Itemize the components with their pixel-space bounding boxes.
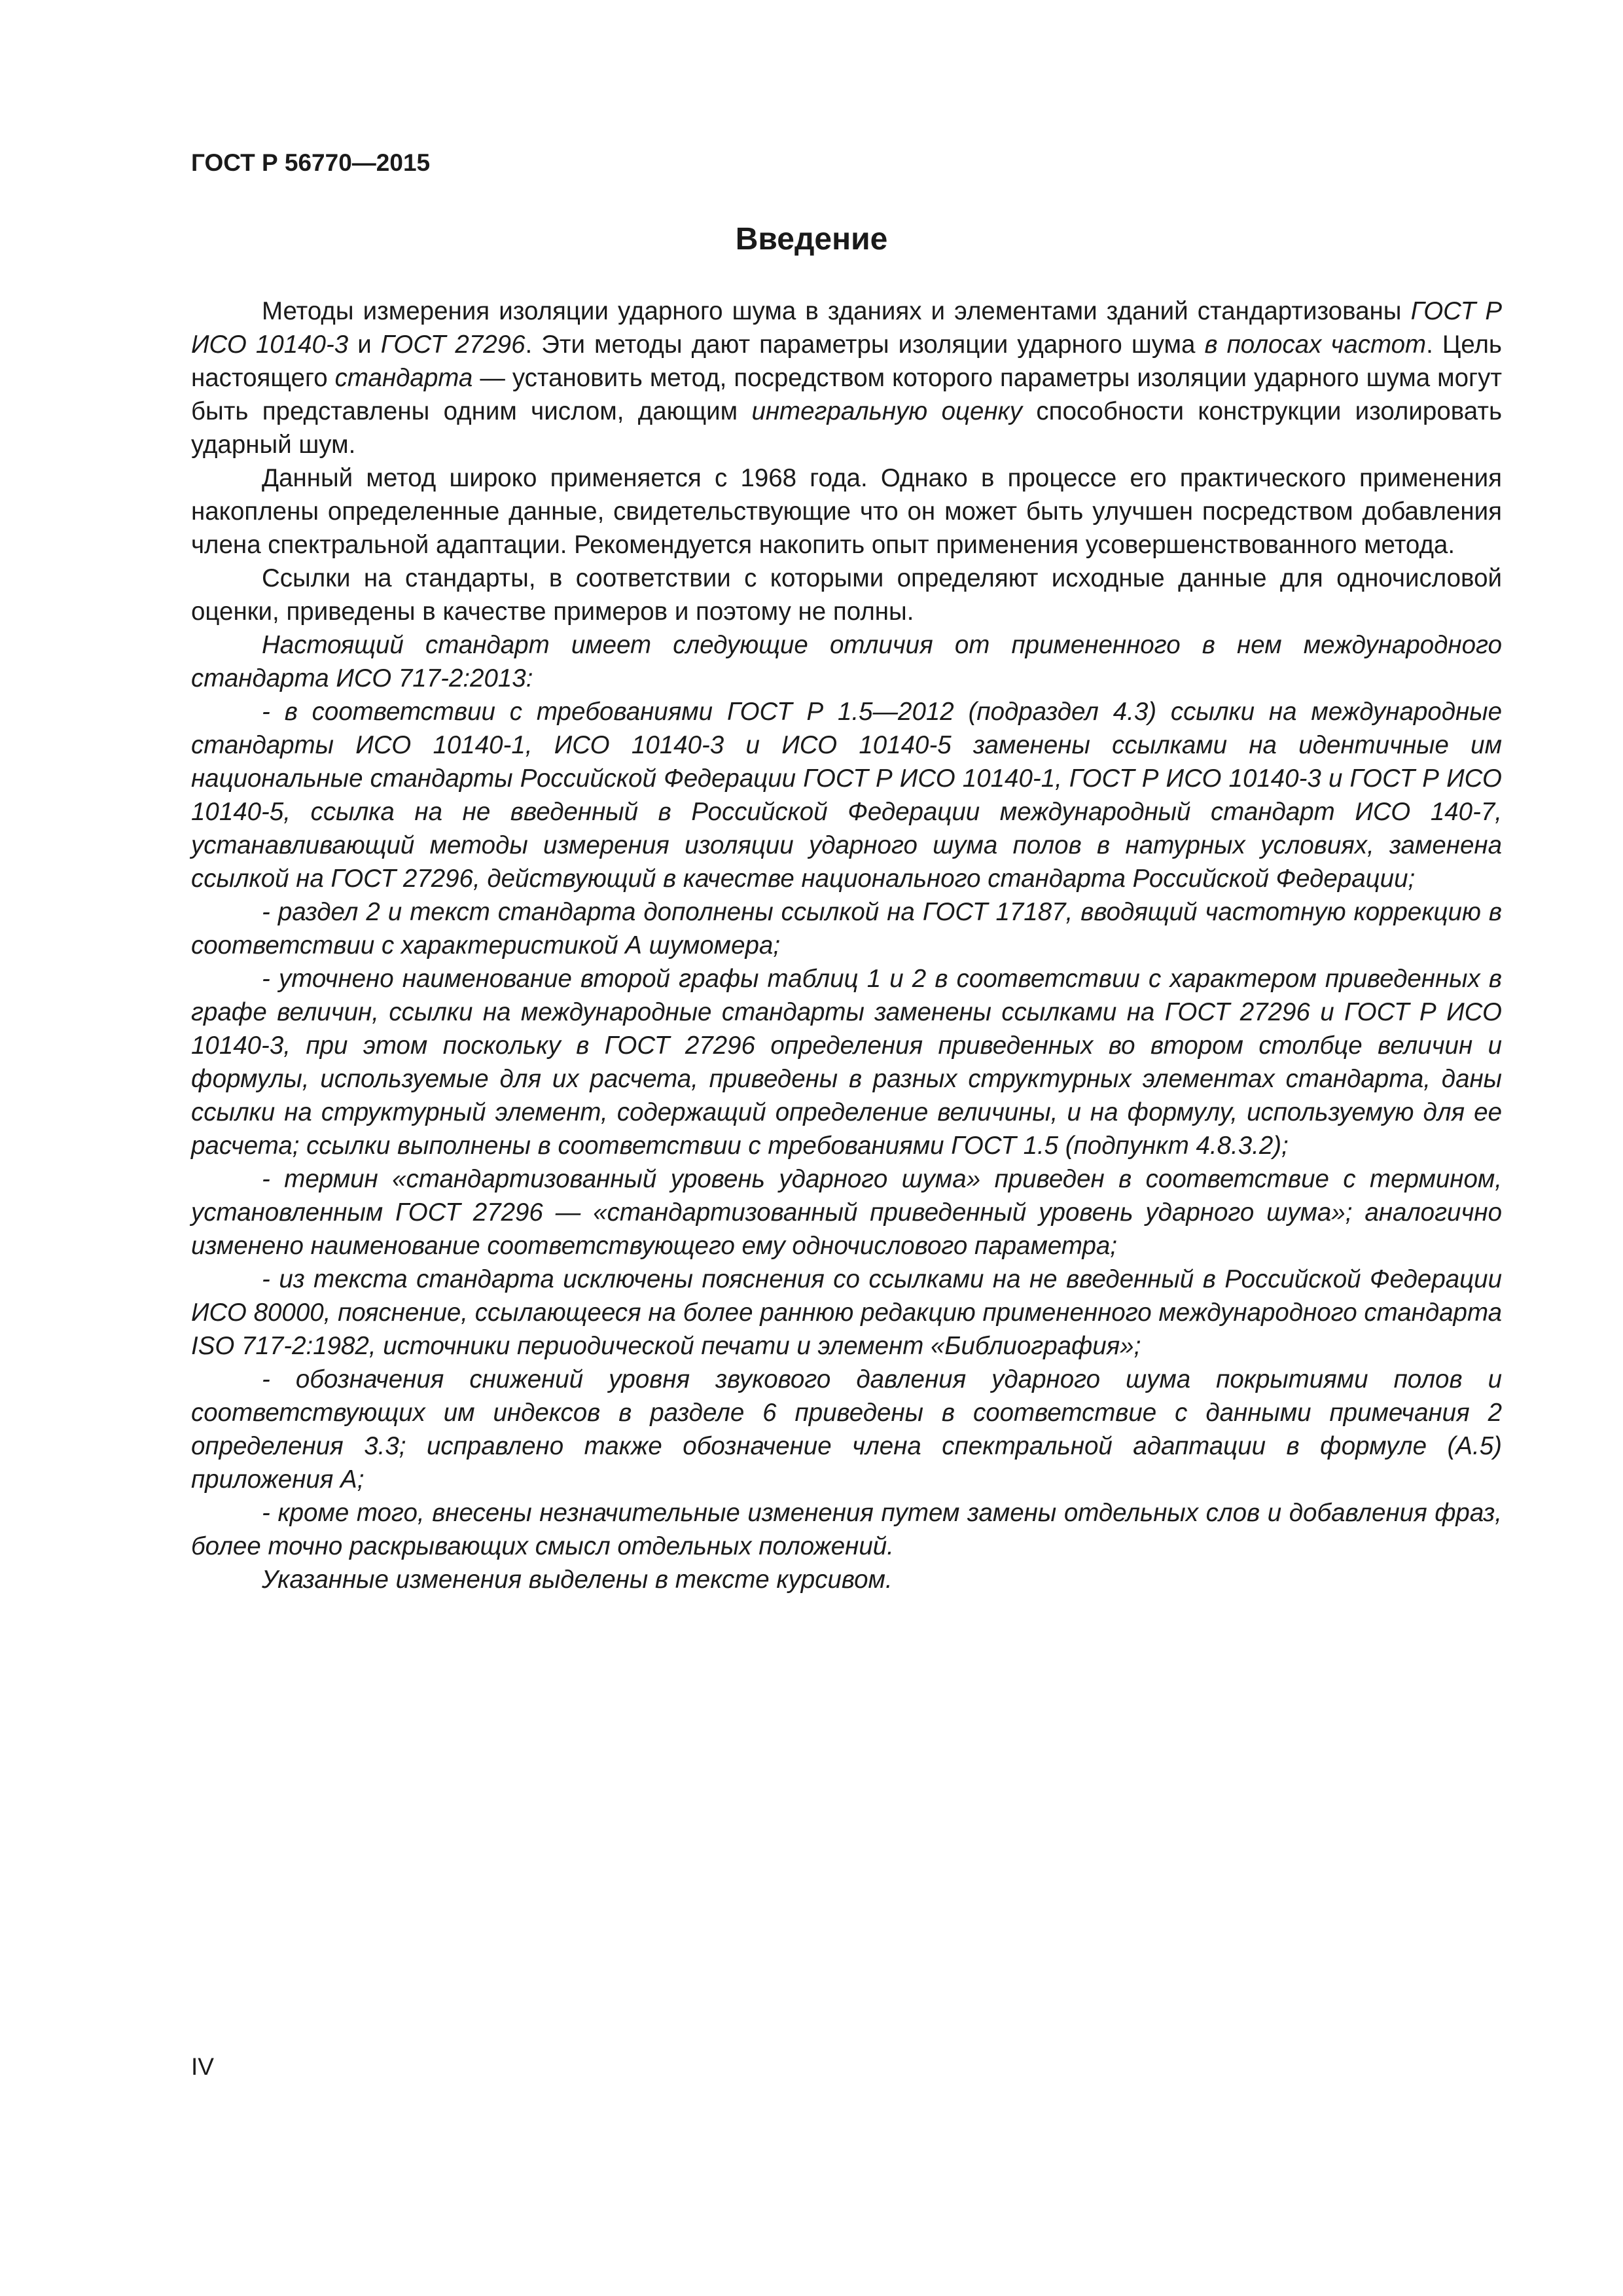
italic-phrase: интегральную оценку <box>751 397 1023 425</box>
italic-phrase: стандарта <box>334 364 473 392</box>
difference-item: - раздел 2 и текст стандарта дополнены ссылкой на ГОСТ 17187, вводящий частотную коррекцию в соответствии с характеристикой А шумомера; <box>191 898 1502 960</box>
text-run: Методы измерения изоляции ударного шума в зданиях и элементами зданий стандартизованы <box>262 297 1411 325</box>
section-title: Введение <box>735 222 888 257</box>
difference-item: - в соответствии с требованиями ГОСТ Р 1.5—2012 (подраздел 4.3) ссылки на международные стандарты ИСО 10140-1, ИСО 10140-3 и ИСО 10140-5 заменены ссылками на идентичные им национальные стандарты Российской Федерации ГОСТ Р ИСО 10140-1, ГОСТ Р ИСО 10140-3 и ГОСТ Р ИСО 10140-5, ссылка на не введенный в Российской Федерации международный стандарт ИСО 140-7, устанавливающий методы измерения изоляции ударного шума полов в натурных условиях, заменена ссылкой на ГОСТ 27296, действующий в качестве национального стандарта Российской Федерации; <box>191 698 1502 893</box>
difference-item: - кроме того, внесены незначительные изменения путем замены отдельных слов и добавления фраз, более точно раскрывающих смысл отдельных положений. <box>191 1499 1502 1560</box>
text-run: . Эти методы дают параметры изоляции ударного шума <box>525 331 1205 359</box>
italic-reference: ГОСТ 27296 <box>380 331 526 359</box>
text-run: — установить метод, посредством которого параметры изоляции ударного шума могут быть представлены одним числом, дающим <box>191 364 1502 425</box>
difference-item: - термин «стандартизованный уровень ударного шума» приведен в соответствие с термином, установленным ГОСТ 27296 — «стандартизованный приведенный уровень ударного шума»; аналогично изменено наименование соответствующего ему одночислового параметра; <box>191 1165 1502 1260</box>
paragraph-differences-intro: Настоящий стандарт имеет следующие отличия от примененного в нем международного стандарта ИСО 717-2:2013: <box>191 631 1502 692</box>
paragraph-references: Ссылки на стандарты, в соответствии с которыми определяют исходные данные для одночисловой оценки, приведены в качестве примеров и поэтому не полны. <box>191 564 1502 626</box>
italic-reference: ГОСТ Р ИСО 10140-3 <box>191 297 1503 359</box>
text-run: и <box>348 331 381 359</box>
page-number: IV <box>191 2053 214 2080</box>
difference-item: - из текста стандарта исключены пояснения со ссылками на не введенный в Российской Федерации ИСО 80000, пояснение, ссылающееся на более раннюю редакцию примененного международного стандарта ISO 717-2:1982, источники периодической печати и элемент «Библиография»; <box>191 1265 1502 1360</box>
difference-item: - уточнено наименование второй графы таблиц 1 и 2 в соответствии с характером приведенных в графе величин, ссылки на международные стандарты заменены ссылками на ГОСТ 27296 и ГОСТ Р ИСО 10140-3, при этом поскольку в ГОСТ 27296 определения приведенных во втором столбце величин и формулы, используемые для их расчета, приведены в разных структурных элементах стандарта, даны ссылки на структурный элемент, содержащий определение величины, и на формулу, используемую для ее расчета; ссылки выполнены в соответствии с требованиями ГОСТ 1.5 (подпункт 4.8.3.2); <box>191 965 1502 1160</box>
text-run: . Цель настоящего <box>191 331 1502 392</box>
paragraph-closing-note: Указанные изменения выделены в тексте курсивом. <box>262 1566 893 1594</box>
paragraph-methods <box>191 295 1502 461</box>
paragraph-history: Данный метод широко применяется с 1968 года. Однако в процессе его практического применения накоплены определенные данные, свидетельствующие что он может быть улучшен посредством добавления члена спектральной адаптации. Рекомендуется накопить опыт применения усовершенствованного метода. <box>191 464 1502 559</box>
document-code-header: ГОСТ Р 56770—2015 <box>191 149 431 176</box>
introduction-body <box>191 295 1502 1596</box>
italic-phrase: в полосах частот <box>1204 331 1427 359</box>
difference-item: - обозначения снижений уровня звукового давления ударного шума покрытиями полов и соответствующих им индексов в разделе 6 приведены в соответствие с данными примечания 2 определения 3.3; исправлено также обозначение члена спектральной адаптации в формуле (А.5) приложения А; <box>191 1365 1502 1494</box>
text-run: способности конструкции изолировать ударный шум. <box>191 397 1503 459</box>
